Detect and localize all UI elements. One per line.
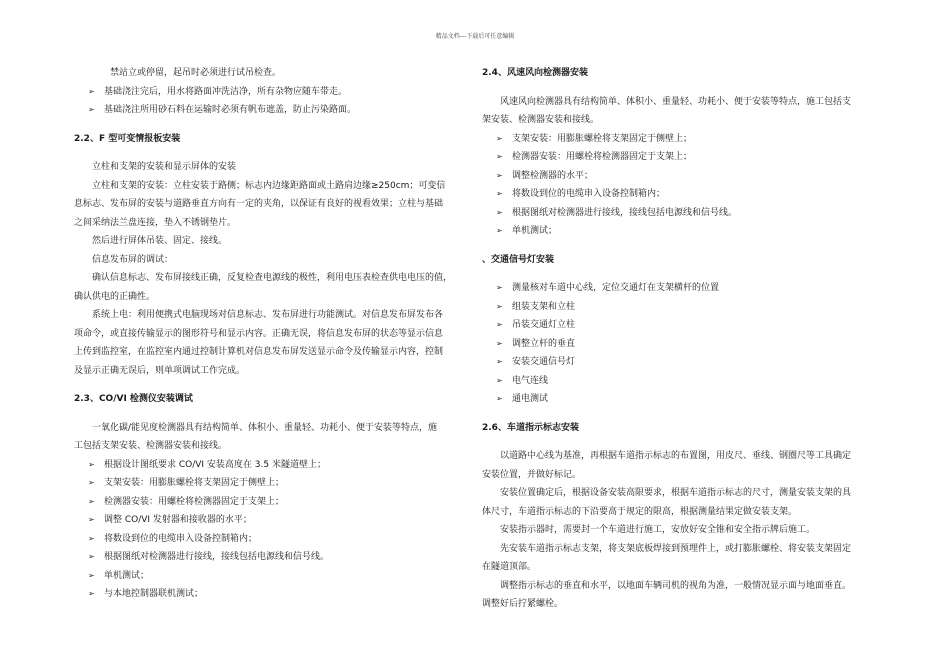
arrow-bullet-icon: ➢ xyxy=(496,226,503,235)
bullet-text: 根据图纸对检测器进行接线，接线包括电源线和信号线。 xyxy=(512,207,738,218)
paragraph-line: 确认信息标志、发布屏接线正确，反复检查电源线的极性，利用电压表检查供电电压的值， xyxy=(92,273,453,283)
bullet-text: 调整检测器的水平； xyxy=(512,170,594,181)
arrow-bullet-icon: ➢ xyxy=(88,570,95,580)
bullet-item xyxy=(482,390,882,409)
bullet-item xyxy=(482,130,882,149)
bullet-text: 调整 CO/VI 发射器和接收器的水平； xyxy=(104,515,252,525)
bullet-item xyxy=(74,511,470,530)
bullet-text: 将数设到位的电缆串入设备控制箱内； xyxy=(512,189,666,199)
section-2-6-body xyxy=(482,447,882,614)
bullet-text: 支架安装：用膨胀螺栓将支架固定于侧壁上； xyxy=(104,478,285,488)
arrow-bullet-icon: ➢ xyxy=(496,170,503,180)
bullet-item xyxy=(482,185,882,204)
paragraph-line: 一氧化碳/能见度检测器具有结构简单、体积小、重量轻、功耗小、便于安装等特点，施 xyxy=(92,422,438,433)
bullet-text: 安装交通信号灯 xyxy=(512,357,576,367)
bullet-text: 根据图纸对检测器进行接线，接线包括电源线和信号线。 xyxy=(104,552,330,562)
paragraph-line: 安装位置确定后，根据设备安装高限要求，根据车道指示标志的尺寸，测量安装支架的具 xyxy=(500,488,852,498)
bullet-text: 支架安装：用膨胀螺栓将支架固定于侧壁上； xyxy=(512,133,693,144)
arrow-bullet-icon: ➢ xyxy=(496,189,503,198)
bullet-text: 根据设计图纸要求 CO/VI 安装高度在 3.5 米隧道壁上； xyxy=(104,459,326,470)
bullet-text: 通电测试 xyxy=(512,394,549,404)
arrow-bullet-icon: ➢ xyxy=(496,338,503,348)
bullet-text: 检测器安装：用螺栓将检测器固定于支架上； xyxy=(104,496,285,507)
arrow-bullet-icon: ➢ xyxy=(496,283,503,292)
arrow-bullet-icon: ➢ xyxy=(496,375,503,385)
paragraph-line: 之间采纳法兰盘连接，垫入不锈钢垫片。 xyxy=(74,217,237,228)
bullet-item xyxy=(482,316,882,335)
bullet-item xyxy=(482,372,882,391)
section-2-4-body xyxy=(482,93,882,130)
arrow-bullet-icon: ➢ xyxy=(88,533,95,543)
paragraph-line: 确认供电的正确性。 xyxy=(74,291,156,302)
section-2-3-bullets xyxy=(74,456,470,604)
bullet-item xyxy=(482,335,882,354)
paragraph-line: 调整指示标志的垂直和水平，以地面车辆司机的视角为准，一般情况显示面与地面垂直。 xyxy=(500,580,852,591)
bullet-text: 测量核对车道中心线，定位交通灯在支架横杆的位置 xyxy=(512,283,720,293)
bullet-item xyxy=(74,456,470,475)
paragraph-line: 体尺寸，车道指示标志的下沿要高于规定的限高，根据测量结果定做安装支架。 xyxy=(482,506,798,517)
bullet-text: 调整立杆的垂直 xyxy=(512,338,576,349)
arrow-bullet-icon: ➢ xyxy=(88,589,95,598)
paragraph-line: 立柱和支架的安装和显示屏体的安装 xyxy=(92,162,237,172)
bullet-item xyxy=(74,474,470,493)
arrow-bullet-icon: ➢ xyxy=(496,152,503,161)
arrow-bullet-icon: ➢ xyxy=(496,320,503,329)
bullet-item xyxy=(74,548,470,567)
paragraph-line: 先安装车道指示标志支架，将支架底板焊接到预埋件上，或打膨胀螺栓、将安装支架固定 xyxy=(500,543,852,554)
paragraph-line: 安装位置，并做好标记。 xyxy=(482,469,582,480)
paragraph-line: 调整好后拧紧螺栓。 xyxy=(482,599,564,609)
arrow-bullet-icon: ➢ xyxy=(496,394,503,403)
section-2-5-bullets xyxy=(482,279,882,409)
bullet-text: 检测器安装：用螺栓将检测器固定于支架上； xyxy=(512,152,693,162)
bullet-text: 单机测试； xyxy=(512,226,558,236)
section-2-2-body xyxy=(74,158,470,380)
bullet-list-top xyxy=(74,83,470,120)
left-column xyxy=(74,64,470,604)
paragraph-line: 工包括支架安装、检测器安装和接线。 xyxy=(74,441,228,451)
paragraph-line: 项命令，或直接传输显示的图形符号和显示内容。正确无误，将信息发布屏的状态等显示信息 xyxy=(74,328,444,339)
bullet-item xyxy=(482,167,882,186)
bullet-item xyxy=(74,530,470,549)
bullet-text: 与本地控制器联机测试； xyxy=(104,589,204,599)
section-2-4-title: 2.4、风速风向检测器安装 xyxy=(482,68,588,78)
page-header: 精品文档---下载后可任意编辑 xyxy=(435,33,515,40)
bullet-item xyxy=(482,204,882,223)
arrow-bullet-icon: ➢ xyxy=(88,478,95,487)
paragraph-line: 架安装、检测器安装和接线。 xyxy=(482,115,600,125)
paragraph-line: 然后进行屏体吊装、固定、接线。 xyxy=(92,236,228,246)
paragraph-line: 息标志、发布屏的安装与道路垂直方向有一定的夹角，以保证有良好的视看效果；立柱与基础 xyxy=(74,199,444,209)
bullet-item xyxy=(482,353,882,372)
arrow-bullet-icon: ➢ xyxy=(496,301,503,311)
bullet-item xyxy=(74,493,470,512)
bullet-text: 组装支架和立柱 xyxy=(512,301,576,312)
bullet-item xyxy=(482,298,882,317)
bullet-text: 电气连线 xyxy=(512,375,549,386)
arrow-bullet-icon: ➢ xyxy=(88,86,95,96)
paragraph-line: 风速风向检测器具有结构简单、体积小、重量轻、功耗小、便于安装等特点，施工包括支 xyxy=(500,96,852,107)
section-2-3-body xyxy=(74,419,470,456)
arrow-bullet-icon: ➢ xyxy=(88,515,95,524)
paragraph-line: 以道路中心线为基准，再根据车道指示标志的布置图，用皮尺、垂线、钢圈尺等工具确定 xyxy=(500,451,852,461)
paragraph-line: 立柱和支架的安装：立柱安装于路侧；标志内边缘距路面或土路肩边缘≥250cm；可变信 xyxy=(92,180,446,191)
arrow-bullet-icon: ➢ xyxy=(496,133,503,143)
bullet-item xyxy=(74,83,470,102)
bullet-item xyxy=(74,567,470,586)
section-2-3-title: 2.3、CO/VI 检测仪安装调试 xyxy=(74,394,193,404)
arrow-bullet-icon: ➢ xyxy=(88,496,95,506)
paragraph-line: 上传到监控室，在监控室内通过控制计算机对信息发布屏发送显示命令及传输显示内容，控制 xyxy=(74,347,444,357)
paragraph-line: 安装指示器时，需要封一个车道进行施工，安放好安全锥和安全指示牌后施工。 xyxy=(500,525,816,535)
section-2-4-bullets xyxy=(482,130,882,241)
paragraph-line: 及显示正确无误后，则单项调试工作完成。 xyxy=(74,365,246,376)
bullet-text: 单机测试； xyxy=(104,570,150,581)
bullet-text: 吊装交通灯立柱 xyxy=(512,320,576,330)
paragraph-line: 信息发布屏的调试： xyxy=(92,254,174,265)
paragraph-line: 系统上电：利用便携式电脑现场对信息标志、发布屏进行功能测试。对信息发布屏发布各 xyxy=(92,310,444,320)
intro-line: 禁站立或停留，起吊时必须进行试吊检查。 xyxy=(110,68,282,78)
bullet-text: 将数设到位的电缆串入设备控制箱内； xyxy=(104,533,258,544)
bullet-text: 基础浇注完后，用水将路面冲洗洁净，所有杂物应随车带走。 xyxy=(104,86,348,97)
bullet-item xyxy=(482,222,882,241)
arrow-bullet-icon: ➢ xyxy=(496,357,503,366)
bullet-item xyxy=(482,279,882,298)
arrow-bullet-icon: ➢ xyxy=(88,552,95,561)
arrow-bullet-icon: ➢ xyxy=(88,105,95,114)
bullet-item xyxy=(482,148,882,167)
arrow-bullet-icon: ➢ xyxy=(496,207,503,217)
arrow-bullet-icon: ➢ xyxy=(88,459,95,469)
section-2-5-title: 、交通信号灯安装 xyxy=(482,254,555,265)
section-2-2-title: 2.2、F 型可变情报板安装 xyxy=(74,133,181,144)
right-column xyxy=(482,64,882,614)
section-2-6-title: 2.6、车道指示标志安装 xyxy=(482,422,579,433)
bullet-item xyxy=(74,101,470,120)
bullet-text: 基础浇注所用砂石料在运输时必须有帆布遮盖，防止污染路面。 xyxy=(104,105,357,115)
bullet-item xyxy=(74,585,470,604)
paragraph-line: 在隧道顶部。 xyxy=(482,562,537,572)
